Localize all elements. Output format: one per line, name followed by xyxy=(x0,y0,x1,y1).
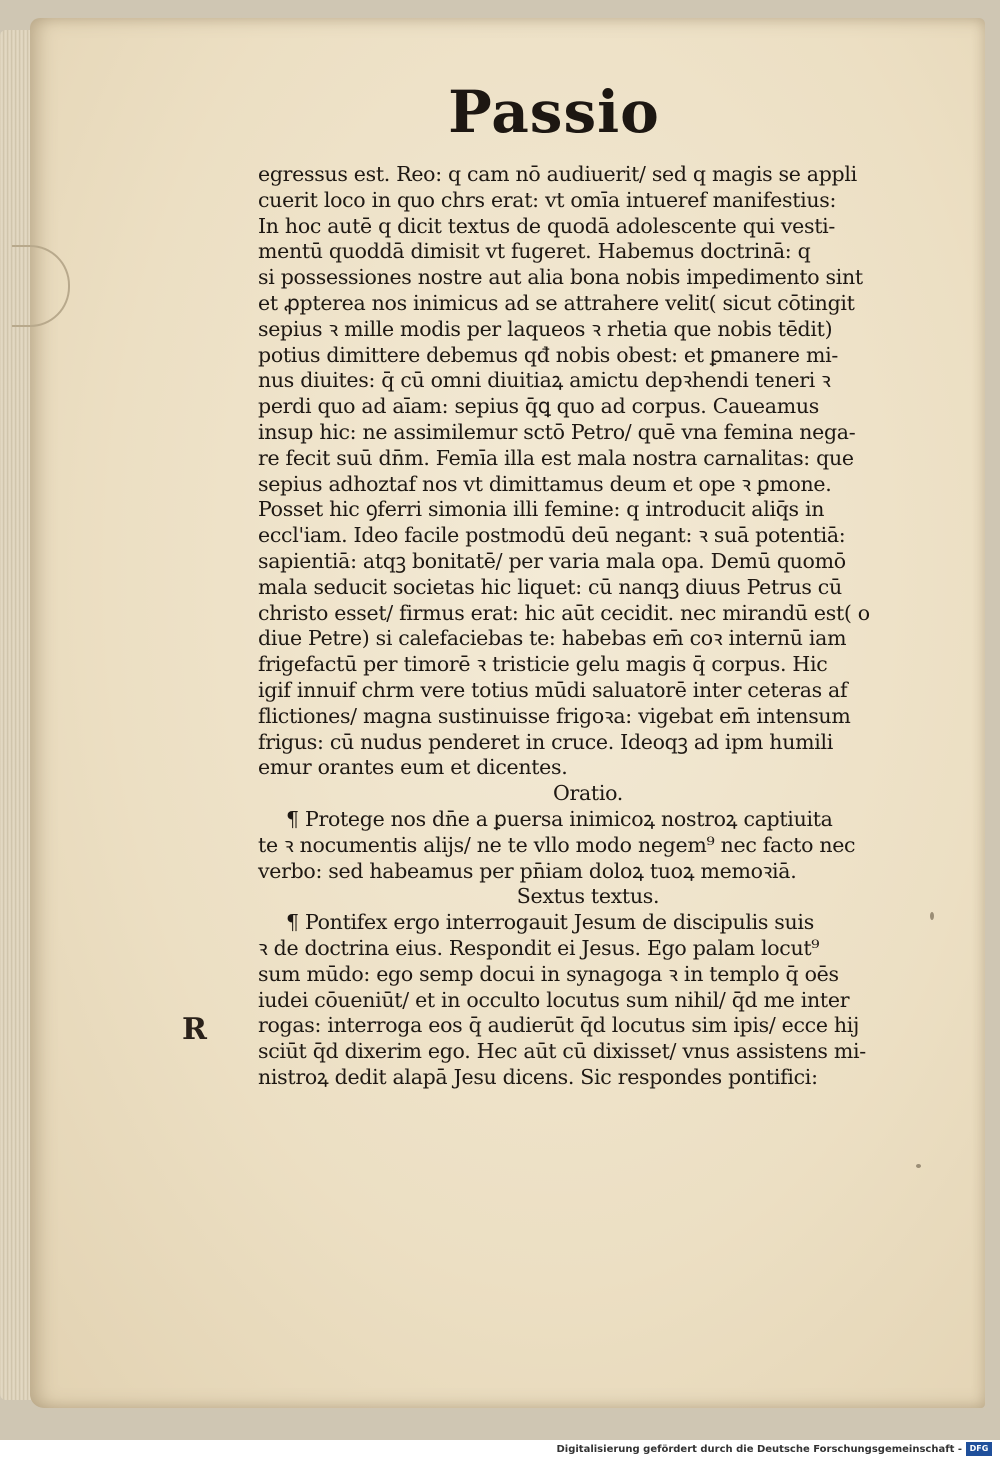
ink-speck xyxy=(916,1164,921,1168)
ink-speck xyxy=(930,912,934,920)
text-line: mentū quoddā dimisit vt fugeret. Habemus doctrinā: q xyxy=(258,239,811,264)
text-line: egressus est. Reo: q cam nō audiuerit/ sed q magis se appli xyxy=(258,162,857,186)
text-line: re fecit suū dn̄m. Femīa illa est mala nostra carnalitas: que xyxy=(258,445,854,470)
text-line: eccl'iam. Ideo facile postmodū deū negant: ꝛ suā potentiā: xyxy=(258,523,846,548)
text-line: et ꝓpterea nos inimicus ad se attrahere velit( sicut cōtingit xyxy=(258,290,855,315)
text-line: In hoc autē q dicit textus de quodā adolescente qui vesti- xyxy=(258,213,836,238)
text-line: igif innuif chrm vere totius mūdi saluatorē inter ceteras af xyxy=(258,677,848,702)
page-heading: Passio xyxy=(448,78,660,146)
marginal-mark: R xyxy=(182,1012,207,1047)
text-line: mala seducit societas hic liquet: cū nanqꝫ diuus Petrus cū xyxy=(258,574,842,599)
text-line: iudei cōueniūt/ et in occulto locutus sum nihil/ q̄d me inter xyxy=(258,987,850,1012)
text-line: rogas: interroga eos q̄ audierūt q̄d locutus sim ipis/ ecce hij xyxy=(258,1013,860,1038)
text-line: ¶ Protege nos dn̄e a ꝑuersa inimicoꝝ nostroꝝ captiuita xyxy=(286,806,833,831)
footer-credit: Digitalisierung gefördert durch die Deutsche Forschungsgemeinschaft - xyxy=(556,1444,962,1455)
text-line: sapientiā: atqꝫ bonitatē/ per varia mala opa. Demū quomō xyxy=(258,548,846,573)
text-line: christo esset/ firmus erat: hic aūt cecidit. nec mirandū est( o xyxy=(258,600,870,625)
text-line: nistroꝝ dedit alapā Jesu dicens. Sic respondes pontifici: xyxy=(258,1064,818,1089)
text-line: te ꝛ nocumentis alijs/ ne te vllo modo negem⁹ nec facto nec xyxy=(258,832,856,857)
body-paragraph xyxy=(258,162,918,781)
text-line: emur orantes eum et dicentes. xyxy=(258,755,568,780)
text-line: sum mūdo: ego semp docui in synagoga ꝛ in templo q̄ oēs xyxy=(258,961,839,986)
sextus-title: Sextus textus. xyxy=(516,884,660,909)
text-line: perdi quo ad aīam: sepius q̄ꝗ quo ad corpus. Caueamus xyxy=(258,394,819,419)
text-line: flictiones/ magna sustinuisse frigoꝛa: vigebat em̄ intensum xyxy=(258,703,851,728)
text-line: frigefactū per timorē ꝛ tristicie gelu magis q̄ corpus. Hic xyxy=(258,652,828,677)
sextus-paragraph xyxy=(258,910,918,1091)
text-line: frigus: cū nudus penderet in cruce. Ideoqꝫ ad ipm humili xyxy=(258,729,834,754)
text-line: ꝛ de doctrina eius. Respondit ei Jesus. Ego palam locut⁹ xyxy=(258,935,820,960)
text-line: insup hic: ne assimilemur sctō Petro/ quē vna femina nega- xyxy=(258,419,856,444)
text-line: sepius adhoztaf nos vt dimittamus deum et ope ꝛ ꝑmone. xyxy=(258,471,832,496)
dfg-logo-icon: DFG xyxy=(966,1442,992,1456)
text-line: diue Petre) si calefaciebas te: habebas em̄ coꝛ internū iam xyxy=(258,626,847,651)
text-line: cuerit loco in quo chrs erat: vt omīa intueref manifestius: xyxy=(258,187,837,212)
text-line: nus diuites: q̄ cū omni diuitiaꝝ amictu depꝛhendi teneri ꝛ xyxy=(258,368,831,393)
text-line: potius dimittere debemus qđ nobis obest: et ꝑmanere mi- xyxy=(258,342,838,367)
text-line: verbo: sed habeamus per pn̄iam doloꝝ tuoꝝ memoꝛiā. xyxy=(258,858,797,883)
text-line: ¶ Pontifex ergo interrogauit Jesum de discipulis suis xyxy=(286,910,814,935)
text-line: sciūt q̄d dixerim ego. Hec aūt cū dixisset/ vnus assistens mi- xyxy=(258,1039,866,1064)
oratio-title: Oratio. xyxy=(552,781,624,806)
text-line: sepius ꝛ mille modis per laqueos ꝛ rhetia que nobis tēdit) xyxy=(258,316,833,341)
oratio-paragraph xyxy=(258,807,918,884)
main-text-block xyxy=(258,162,918,1091)
text-line: Posset hic ꝯferri simonia illi femine: q introducit aliq̄s in xyxy=(258,497,825,522)
text-line: si possessiones nostre aut alia bona nobis impedimento sint xyxy=(258,265,863,290)
